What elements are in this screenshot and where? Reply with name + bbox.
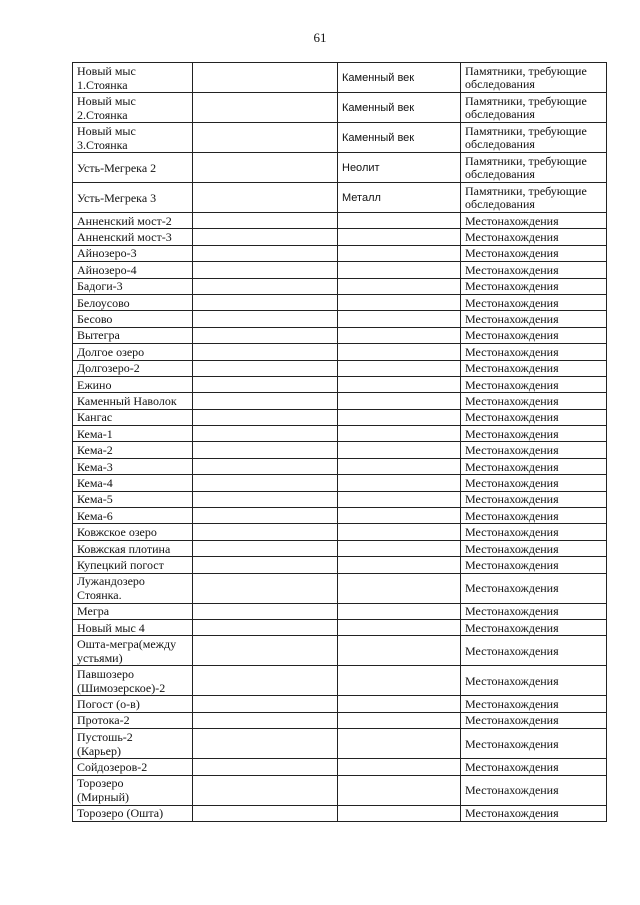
category-line: Местонахождения: [465, 736, 559, 751]
monument-name-line: Белоусово: [77, 295, 130, 310]
monument-name-line: (Мирный): [77, 790, 129, 805]
category-line: Памятники, требующие: [465, 153, 587, 168]
period-cell: Каменный век: [338, 63, 461, 93]
period-cell: [338, 213, 461, 229]
category-cell: [461, 491, 607, 507]
category-line: обследования: [465, 76, 535, 91]
coordinates-cell: [193, 294, 338, 310]
coordinates-cell: [193, 213, 338, 229]
coordinates-cell: [193, 426, 338, 442]
period-cell: [338, 229, 461, 245]
category-line: Местонахождения: [465, 295, 559, 310]
monument-name-cell: [73, 775, 193, 805]
coordinates-cell: [193, 636, 338, 666]
monument-name-line: Кема-1: [77, 426, 113, 441]
category-cell: [461, 311, 607, 327]
category-cell: [461, 458, 607, 474]
period-cell: [338, 262, 461, 278]
table-row: [73, 619, 607, 635]
coordinates-cell: [193, 508, 338, 524]
coordinates-cell: [193, 573, 338, 603]
monument-name-line: Торозеро (Ошта): [77, 806, 164, 821]
category-line: Местонахождения: [465, 475, 559, 490]
category-line: Местонахождения: [465, 620, 559, 635]
category-line: Местонахождения: [465, 492, 559, 507]
period-cell: [338, 619, 461, 635]
coordinates-cell: [193, 524, 338, 540]
monument-name-line: Кангас: [77, 410, 113, 425]
monument-name-cell: [73, 508, 193, 524]
table-row: [73, 729, 607, 759]
period-cell: [338, 344, 461, 360]
period-cell: Каменный век: [338, 123, 461, 153]
table-row: [73, 262, 607, 278]
category-line: Местонахождения: [465, 213, 559, 228]
table-row: [73, 245, 607, 261]
category-cell: [461, 213, 607, 229]
monument-name-line: Ковжское озеро: [77, 525, 157, 540]
period-cell: [338, 491, 461, 507]
monument-name-line: Кема-6: [77, 508, 113, 523]
coordinates-cell: [193, 475, 338, 491]
monument-name-line: Сойдозеров-2: [77, 759, 148, 774]
monument-name-line: 2.Стоянка: [77, 107, 128, 122]
monument-name-cell: [73, 636, 193, 666]
monument-name-cell: [73, 557, 193, 573]
monument-name-line: Мегра: [77, 604, 110, 619]
category-line: Местонахождения: [465, 557, 559, 572]
monument-name-line: Бадоги-3: [77, 279, 123, 294]
table-row: [73, 775, 607, 805]
category-cell: [461, 245, 607, 261]
table-row: [73, 213, 607, 229]
coordinates-cell: [193, 491, 338, 507]
monument-name-line: Новый мыс: [77, 63, 136, 78]
category-cell: [461, 360, 607, 376]
category-cell: [461, 262, 607, 278]
monument-name-line: Ежино: [77, 377, 112, 392]
category-line: обследования: [465, 196, 535, 211]
category-cell: [461, 229, 607, 245]
coordinates-cell: [193, 360, 338, 376]
monument-name-cell: [73, 311, 193, 327]
coordinates-cell: [193, 458, 338, 474]
period-cell: [338, 409, 461, 425]
category-line: обследования: [465, 166, 535, 181]
category-cell: [461, 344, 607, 360]
monument-name-line: 3.Стоянка: [77, 137, 128, 152]
monument-name-line: Протока-2: [77, 713, 130, 728]
coordinates-cell: [193, 311, 338, 327]
monument-name-cell: [73, 393, 193, 409]
category-line: Местонахождения: [465, 759, 559, 774]
coordinates-cell: [193, 409, 338, 425]
monument-name-cell: [73, 491, 193, 507]
coordinates-cell: [193, 805, 338, 821]
period-cell: [338, 426, 461, 442]
category-cell: [461, 712, 607, 728]
table-row: [73, 93, 607, 123]
monument-name-cell: [73, 573, 193, 603]
table-row: [73, 475, 607, 491]
monument-name-line: Долгозеро-2: [77, 361, 140, 376]
category-line: Памятники, требующие: [465, 183, 587, 198]
category-cell: [461, 759, 607, 775]
monument-name-line: Усть-Мегрека 2: [77, 160, 157, 175]
monument-name-line: Ковжская плотина: [77, 541, 171, 556]
monument-name-cell: [73, 262, 193, 278]
table-row: [73, 712, 607, 728]
monument-name-line: Павшозеро: [77, 666, 134, 681]
coordinates-cell: [193, 183, 338, 213]
monument-name-cell: [73, 63, 193, 93]
category-cell: [461, 278, 607, 294]
coordinates-cell: [193, 63, 338, 93]
monument-name-cell: [73, 229, 193, 245]
period-cell: [338, 729, 461, 759]
monument-name-cell: [73, 712, 193, 728]
category-line: Местонахождения: [465, 312, 559, 327]
monument-name-cell: [73, 294, 193, 310]
period-cell: [338, 458, 461, 474]
coordinates-cell: [193, 229, 338, 245]
coordinates-cell: [193, 278, 338, 294]
monument-name-line: Долгое озеро: [77, 344, 145, 359]
category-line: Памятники, требующие: [465, 63, 587, 78]
coordinates-cell: [193, 619, 338, 635]
table-row: [73, 123, 607, 153]
period-cell: [338, 278, 461, 294]
table-row: [73, 63, 607, 93]
category-line: Местонахождения: [465, 443, 559, 458]
period-cell: [338, 636, 461, 666]
category-line: Местонахождения: [465, 279, 559, 294]
table-row: [73, 409, 607, 425]
table-row: [73, 696, 607, 712]
category-cell: [461, 603, 607, 619]
monument-name-line: Кема-5: [77, 492, 113, 507]
coordinates-cell: [193, 540, 338, 556]
category-line: Местонахождения: [465, 393, 559, 408]
category-cell: [461, 409, 607, 425]
monument-name-cell: [73, 696, 193, 712]
table-row: [73, 759, 607, 775]
monument-name-cell: [73, 245, 193, 261]
period-cell: [338, 311, 461, 327]
monument-name-line: Стоянка.: [77, 588, 122, 603]
category-line: Местонахождения: [465, 713, 559, 728]
category-line: Местонахождения: [465, 361, 559, 376]
category-line: Местонахождения: [465, 262, 559, 277]
monument-name-line: Анненский мост-2: [77, 213, 172, 228]
table-row: [73, 278, 607, 294]
category-cell: [461, 183, 607, 213]
table-row: [73, 327, 607, 343]
period-cell: [338, 376, 461, 392]
period-cell: [338, 666, 461, 696]
category-line: Местонахождения: [465, 344, 559, 359]
monument-name-cell: [73, 153, 193, 183]
table-row: [73, 229, 607, 245]
category-cell: [461, 540, 607, 556]
category-cell: [461, 729, 607, 759]
period-cell: [338, 442, 461, 458]
monument-name-line: Новый мыс 4: [77, 620, 145, 635]
coordinates-cell: [193, 344, 338, 360]
category-line: Местонахождения: [465, 525, 559, 540]
coordinates-cell: [193, 393, 338, 409]
monument-name-cell: [73, 360, 193, 376]
monument-name-cell: [73, 442, 193, 458]
monument-name-cell: [73, 123, 193, 153]
monument-name-cell: [73, 729, 193, 759]
monument-name-line: Торозеро: [77, 776, 124, 791]
table-row: [73, 636, 607, 666]
category-cell: [461, 619, 607, 635]
table-row: [73, 360, 607, 376]
monument-name-cell: [73, 278, 193, 294]
category-cell: [461, 426, 607, 442]
monument-name-line: Погост (о-в): [77, 697, 140, 712]
coordinates-cell: [193, 712, 338, 728]
monument-name-cell: [73, 805, 193, 821]
monument-name-line: Анненский мост-3: [77, 230, 172, 245]
monument-name-line: Бесово: [77, 312, 113, 327]
table-row: [73, 524, 607, 540]
table-row: [73, 805, 607, 821]
table-row: [73, 183, 607, 213]
period-cell: [338, 805, 461, 821]
page-number: 61: [313, 30, 327, 45]
coordinates-cell: [193, 442, 338, 458]
monument-name-cell: [73, 759, 193, 775]
monument-name-cell: [73, 183, 193, 213]
period-cell: [338, 360, 461, 376]
category-line: Местонахождения: [465, 806, 559, 821]
coordinates-cell: [193, 759, 338, 775]
monument-name-line: Новый мыс: [77, 93, 136, 108]
coordinates-cell: [193, 729, 338, 759]
coordinates-cell: [193, 262, 338, 278]
table-row: [73, 426, 607, 442]
period-cell: Каменный век: [338, 93, 461, 123]
table-row: [73, 344, 607, 360]
monument-name-line: (Шимозерское)-2: [77, 680, 166, 695]
category-cell: [461, 63, 607, 93]
monument-name-line: 1.Стоянка: [77, 77, 128, 92]
table-row: [73, 153, 607, 183]
period-cell: [338, 759, 461, 775]
monument-name-cell: [73, 540, 193, 556]
coordinates-cell: [193, 376, 338, 392]
category-line: Памятники, требующие: [465, 93, 587, 108]
category-line: Местонахождения: [465, 459, 559, 474]
category-cell: [461, 123, 607, 153]
monument-name-line: Купецкий погост: [77, 557, 164, 572]
table-row: [73, 666, 607, 696]
table-row: [73, 311, 607, 327]
monument-name-line: Новый мыс: [77, 123, 136, 138]
monument-name-line: Айнозеро-3: [77, 246, 137, 261]
period-cell: [338, 557, 461, 573]
period-cell: [338, 508, 461, 524]
period-cell: [338, 294, 461, 310]
monument-name-cell: [73, 327, 193, 343]
category-cell: [461, 327, 607, 343]
monument-name-cell: [73, 458, 193, 474]
table-row: [73, 508, 607, 524]
category-line: Местонахождения: [465, 581, 559, 596]
category-line: Местонахождения: [465, 410, 559, 425]
table-row: [73, 294, 607, 310]
category-line: Местонахождения: [465, 783, 559, 798]
monument-name-cell: [73, 666, 193, 696]
category-line: Местонахождения: [465, 328, 559, 343]
category-cell: [461, 93, 607, 123]
table-row: [73, 573, 607, 603]
monument-name-cell: [73, 524, 193, 540]
category-cell: [461, 775, 607, 805]
monument-name-cell: [73, 426, 193, 442]
category-line: Памятники, требующие: [465, 123, 587, 138]
category-cell: [461, 475, 607, 491]
category-cell: [461, 666, 607, 696]
monument-name-cell: [73, 344, 193, 360]
category-cell: [461, 508, 607, 524]
category-line: Местонахождения: [465, 508, 559, 523]
coordinates-cell: [193, 93, 338, 123]
category-cell: [461, 376, 607, 392]
monument-name-cell: [73, 376, 193, 392]
period-cell: [338, 524, 461, 540]
period-cell: [338, 540, 461, 556]
category-line: обследования: [465, 106, 535, 121]
period-cell: [338, 573, 461, 603]
category-line: обследования: [465, 136, 535, 151]
monument-name-line: Усть-Мегрека 3: [77, 190, 157, 205]
period-cell: Неолит: [338, 153, 461, 183]
category-line: Местонахождения: [465, 604, 559, 619]
monument-name-cell: [73, 213, 193, 229]
monument-name-line: Кема-3: [77, 459, 113, 474]
monument-name-cell: [73, 409, 193, 425]
coordinates-cell: [193, 775, 338, 805]
monument-name-cell: [73, 93, 193, 123]
table-row: [73, 557, 607, 573]
period-cell: [338, 775, 461, 805]
table-row: [73, 442, 607, 458]
coordinates-cell: [193, 245, 338, 261]
period-cell: [338, 696, 461, 712]
category-line: Местонахождения: [465, 377, 559, 392]
monument-name-cell: [73, 475, 193, 491]
period-cell: [338, 393, 461, 409]
period-cell: [338, 475, 461, 491]
coordinates-cell: [193, 603, 338, 619]
category-line: Местонахождения: [465, 697, 559, 712]
category-cell: [461, 294, 607, 310]
table-row: [73, 603, 607, 619]
category-cell: [461, 393, 607, 409]
table-row: [73, 458, 607, 474]
monument-name-line: Каменный Наволок: [77, 393, 177, 408]
category-line: Местонахождения: [465, 426, 559, 441]
coordinates-cell: [193, 696, 338, 712]
coordinates-cell: [193, 666, 338, 696]
monument-name-line: Кема-2: [77, 443, 113, 458]
category-cell: [461, 524, 607, 540]
category-line: Местонахождения: [465, 643, 559, 658]
category-cell: [461, 557, 607, 573]
coordinates-cell: [193, 153, 338, 183]
coordinates-cell: [193, 123, 338, 153]
period-cell: [338, 603, 461, 619]
monument-name-line: Вытегра: [77, 328, 120, 343]
monument-name-line: устьями): [77, 650, 123, 665]
monument-name-line: Кема-4: [77, 475, 113, 490]
monument-name-line: Ошта-мегра(между: [77, 636, 177, 651]
coordinates-cell: [193, 557, 338, 573]
table-row: [73, 393, 607, 409]
category-cell: [461, 636, 607, 666]
category-line: Местонахождения: [465, 230, 559, 245]
period-cell: Металл: [338, 183, 461, 213]
table-row: [73, 540, 607, 556]
table-row: [73, 376, 607, 392]
monuments-table: [72, 62, 607, 822]
monument-name-line: Пустошь-2: [77, 729, 133, 744]
category-cell: [461, 153, 607, 183]
monument-name-line: (Карьер): [77, 743, 121, 758]
monument-name-line: Лужандозеро: [77, 574, 145, 589]
category-line: Местонахождения: [465, 246, 559, 261]
category-cell: [461, 573, 607, 603]
monument-name-line: Айнозеро-4: [77, 262, 137, 277]
monument-name-cell: [73, 619, 193, 635]
category-cell: [461, 696, 607, 712]
period-cell: [338, 245, 461, 261]
period-cell: [338, 327, 461, 343]
period-cell: [338, 712, 461, 728]
category-line: Местонахождения: [465, 673, 559, 688]
coordinates-cell: [193, 327, 338, 343]
table-body: [73, 63, 607, 822]
category-cell: [461, 805, 607, 821]
monument-name-cell: [73, 603, 193, 619]
category-cell: [461, 442, 607, 458]
category-line: Местонахождения: [465, 541, 559, 556]
table-row: [73, 491, 607, 507]
